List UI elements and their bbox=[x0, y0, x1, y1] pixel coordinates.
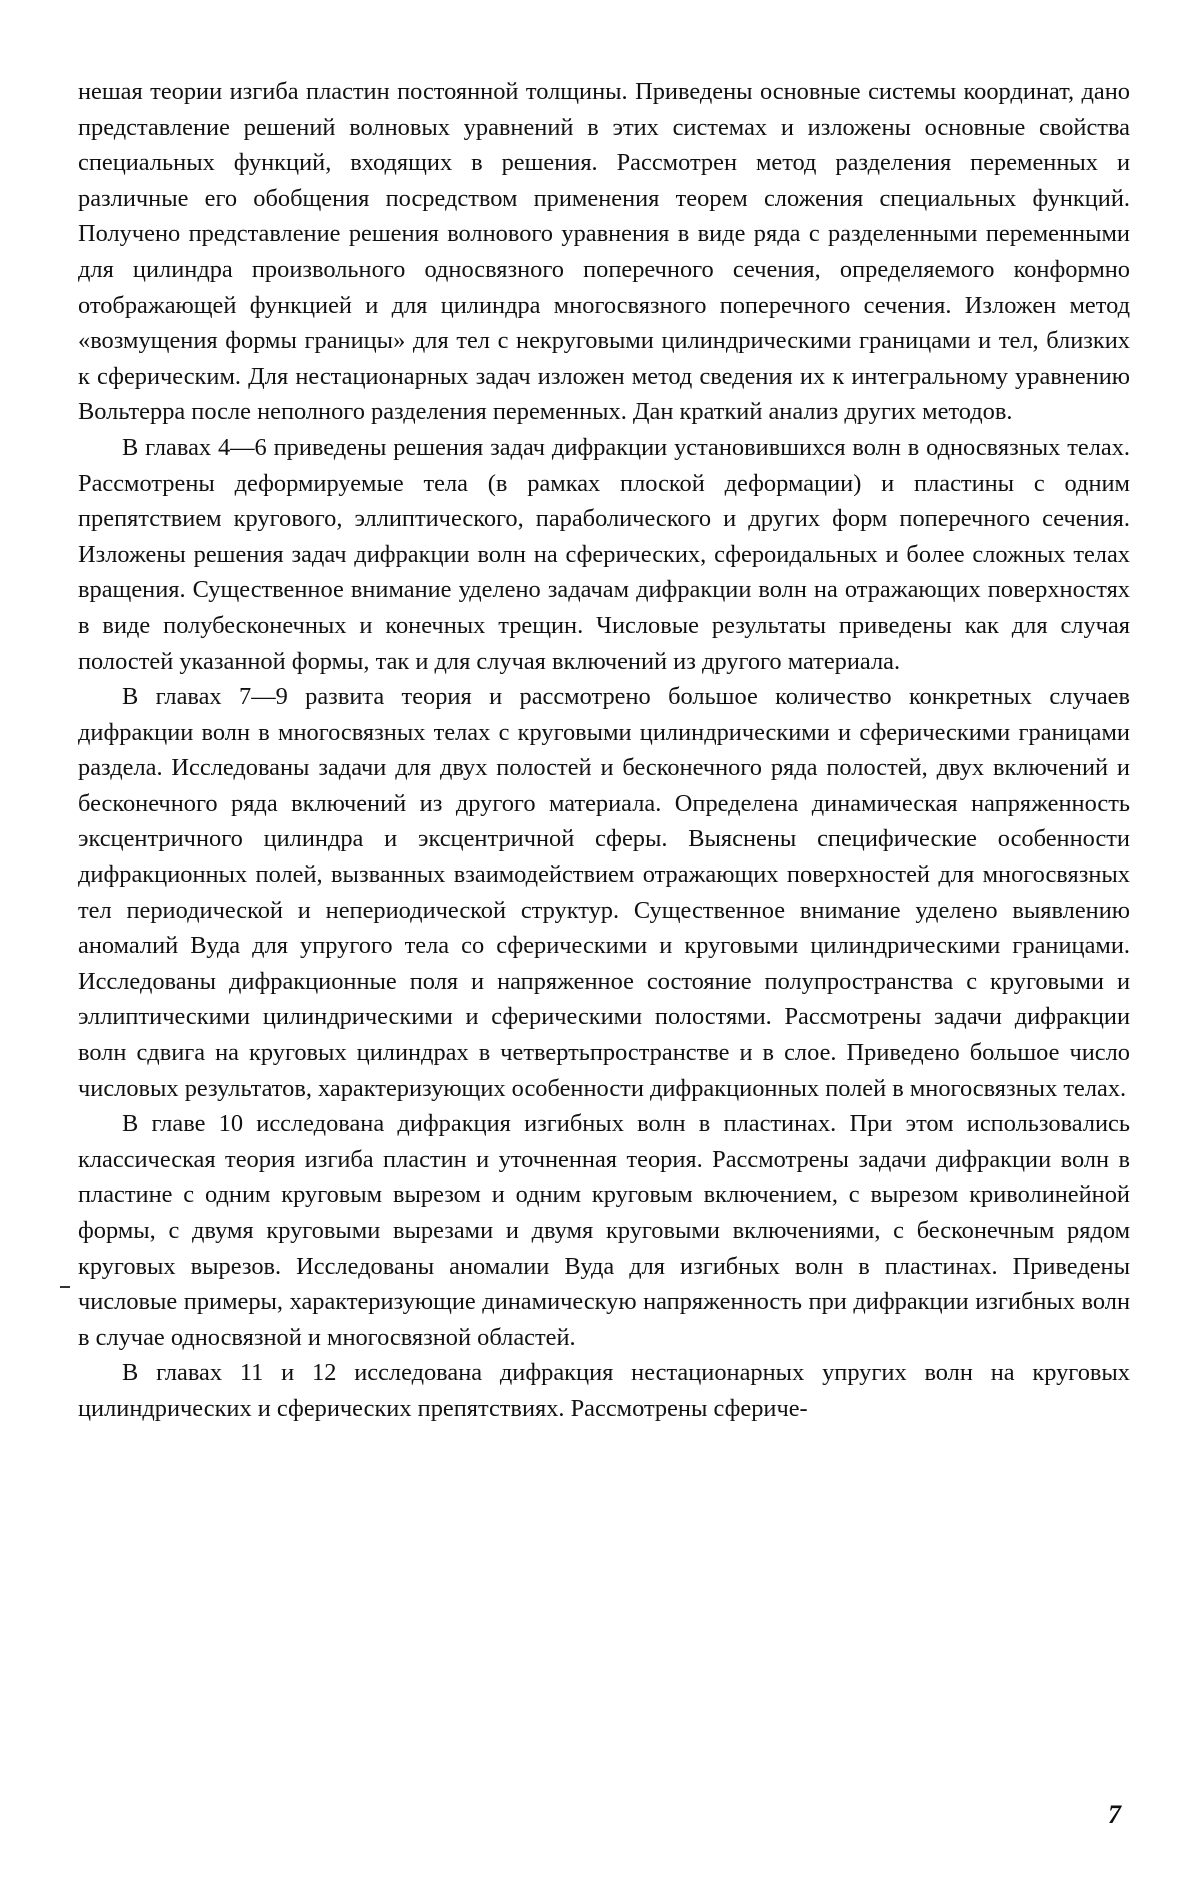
paragraph-5: В главах 11 и 12 исследована дифракция нестационарных упругих волн на круговых цилиндрических и сферических препятствиях. Рассмотрены сфериче- bbox=[78, 1359, 1130, 1422]
margin-dash-mark bbox=[60, 1286, 70, 1288]
paragraph-3: В главах 7—9 развита теория и рассмотрено большое количество конкретных случаев дифракции волн в многосвязных телах с круговыми цилиндрическими и сферическими границами раздела. Исследованы задачи для двух полостей и бесконечного ряда полостей, двух включений и бесконечного ряда включений из другого материала. Определена динамическая напряженность эксцентричного цилиндра и эксцентричной сферы. Выяснены специфические особенности дифракционных полей, вызванных взаимодействием отражающих поверхностей для многосвязных тел периодической и непериодической структур. Существенное внимание уделено выявлению аномалий Вуда для упругого тела со сферическими и круговыми цилиндрическими границами. Исследованы дифракционные поля и напряженное состояние полупространства с круговыми и эллиптическими цилиндрическими и сферическими полостями. Рассмотрены задачи дифракции волн сдвига на круговых цилиндрах в четвертьпространстве и в слое. Приведено большое число числовых результатов, характеризующих особенности дифракционных полей в многосвязных телах. bbox=[78, 683, 1130, 1102]
page-number: 7 bbox=[1108, 1800, 1121, 1829]
paragraph-2: В главах 4—6 приведены решения задач дифракции установившихся волн в односвязных телах. Рассмотрены деформируемые тела (в рамках плоской деформации) и пластины с одним препятствием кругового, эллиптического, параболического и других форм поперечного сечения. Изложены решения задач дифракции волн на сферических, сфероидальных и более сложных телах вращения. Существенное внимание уделено задачам дифракции волн на отражающих поверхностях в виде полубесконечных и конечных трещин. Числовые результаты приведены как для случая полостей указанной формы, так и для случая включений из другого материала. bbox=[78, 433, 1130, 675]
paragraph-4: В главе 10 исследована дифракция изгибных волн в пластинах. При этом использовались классическая теория изгиба пластин и уточненная теория. Рассмотрены задачи дифракции волн в пластине с одним круговым вырезом и одним круговым включением, с вырезом криволинейной формы, с двумя круговыми вырезами и двумя круговыми включениями, с бесконечным рядом круговых вырезов. Исследованы аномалии Вуда для изгибных волн в пластинах. Приведены числовые примеры, характеризующие динамическую напряженность при дифракции изгибных волн в случае односвязной и многосвязной областей. bbox=[78, 1110, 1130, 1351]
paragraph-1: нешая теории изгиба пластин постоянной толщины. Приведены основные системы координат, дано представление решений волновых уравнений в этих системах и изложены основные свойства специальных функций, входящих в решения. Рассмотрен метод разделения переменных и различные его обобщения посредством применения теорем сложения специальных функций. Получено представление решения волнового уравнения в виде ряда с разделенными переменными для цилиндра произвольного односвязного поперечного сечения, определяемого конформно отображающей функцией и для цилиндра многосвязного поперечного сечения. Изложен метод «возмущения формы границы» для тел с некруговыми цилиндрическими границами и тел, близких к сферическим. Для нестационарных задач изложен метод сведения их к интегральному уравнению Вольтерра после неполного разделения переменных. Дан краткий анализ других методов. bbox=[78, 78, 1130, 426]
page-body bbox=[78, 74, 1130, 1427]
